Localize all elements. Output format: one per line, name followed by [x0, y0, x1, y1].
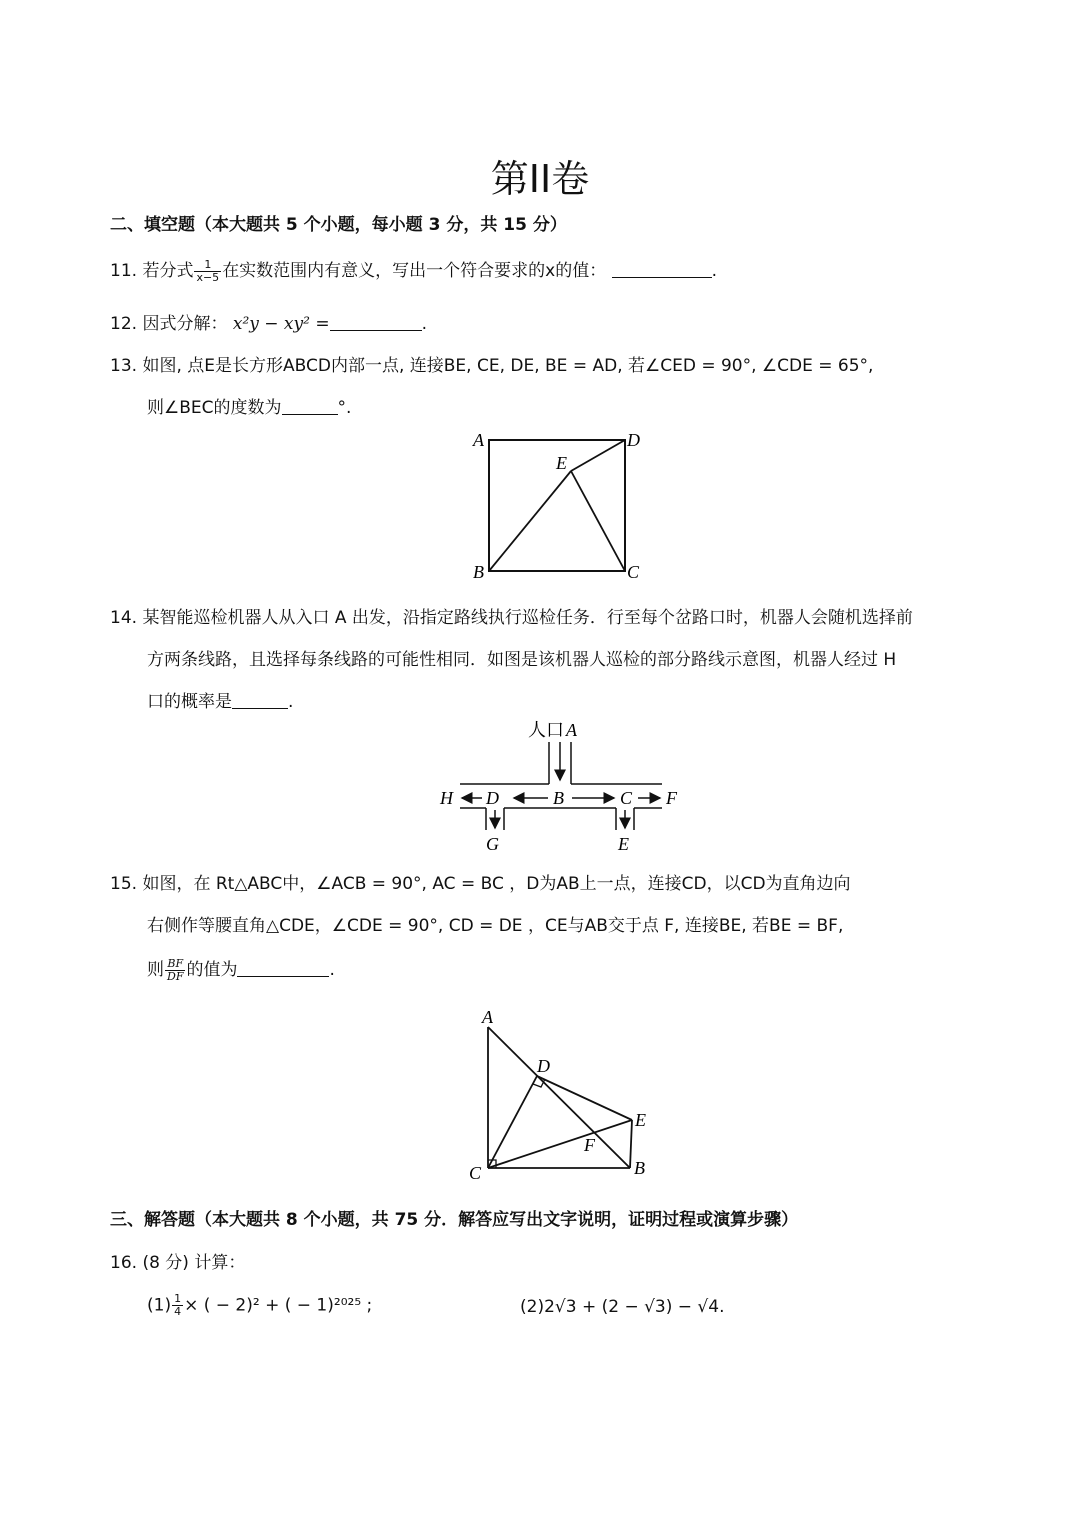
q11-fraction-numerator: 1 — [194, 259, 221, 272]
label-b: B — [634, 1158, 645, 1178]
segment-de — [571, 440, 625, 471]
question-11 — [110, 256, 717, 284]
question-15-line-3 — [147, 955, 335, 983]
label-c: C — [627, 562, 640, 582]
question-14-line-3 — [147, 687, 293, 712]
q11-fraction-denominator: x−5 — [196, 270, 220, 284]
q11-answer-blank[interactable] — [612, 261, 712, 278]
label-c: C — [620, 788, 633, 808]
figure-14-route-map — [430, 712, 690, 858]
question-16-part-1 — [147, 1293, 372, 1318]
label-entrance: 人口 — [528, 720, 564, 741]
label-d: D — [627, 430, 640, 450]
q13-line2-text: 则∠BEC的度数为 — [147, 398, 282, 418]
q11-text: 在实数范围内有意义，写出一个符合要求的x的值： — [222, 261, 607, 281]
q15-line3-prefix: 则 — [147, 960, 164, 980]
label-f: F — [584, 1135, 595, 1155]
segment-ab — [488, 1027, 630, 1168]
label-b: B — [473, 562, 484, 582]
q15-end: . — [329, 960, 335, 980]
question-14-line-2: 方两条线路，且选择每条线路的可能性相同．如图是该机器人巡检的部分路线示意图，机器人经过 H — [147, 650, 897, 670]
q12-prefix: 12. 因式分解： — [110, 314, 228, 334]
label-b: B — [553, 788, 564, 808]
q11-end: . — [711, 261, 718, 281]
segment-eb — [630, 1120, 632, 1168]
q15-answer-blank[interactable] — [237, 960, 329, 977]
q14-line3-text: 口的概率是 — [147, 692, 232, 712]
q15-fraction — [165, 958, 185, 983]
q12-answer-blank[interactable] — [330, 314, 422, 331]
section-fill-blank-heading: 二、填空题（本大题共 5 个小题，每小题 3 分，共 15 分） — [110, 215, 567, 235]
question-13-line-2 — [147, 393, 351, 418]
segment-de — [537, 1076, 632, 1120]
page-title: 第II卷 — [490, 157, 590, 201]
figure-13-rectangle — [460, 425, 660, 585]
q13-end: °. — [337, 398, 352, 418]
q13-answer-blank[interactable] — [282, 398, 338, 415]
q11-prefix: 11. 若分式 — [110, 261, 194, 281]
figure-15-triangle — [460, 1002, 660, 1187]
label-a: A — [473, 430, 484, 450]
label-h: H — [440, 788, 453, 808]
q14-end: . — [288, 692, 294, 712]
question-14-line-1: 14. 某智能巡检机器人从入口 A 出发，沿指定路线执行巡检任务．行至每个岔路口时，机器人会随机选择前 — [110, 608, 913, 628]
question-15-line-2: 右侧作等腰直角△CDE，∠CDE = 90°, CD = DE ，CE与AB交于点 F, 连接BE, 若BE = BF, — [147, 916, 844, 936]
label-e: E — [556, 453, 567, 473]
question-16-part-2: (2)2√3 + (2 − √3) − √4. — [520, 1297, 725, 1317]
label-f: F — [666, 788, 677, 808]
label-e: E — [635, 1110, 646, 1130]
q16-p1-prefix: (1) — [147, 1295, 172, 1316]
segment-ce — [571, 471, 625, 571]
q16-p1-fraction — [172, 1293, 183, 1318]
q16-p1-numerator: 1 — [174, 1292, 182, 1305]
q15-fraction-numerator: BF — [165, 958, 185, 971]
section-solutions-heading: 三、解答题（本大题共 8 个小题，共 75 分．解答应写出文字说明，证明过程或演算步骤） — [110, 1210, 799, 1230]
label-d: D — [537, 1056, 550, 1076]
label-c: C — [469, 1163, 482, 1183]
question-13-line-1: 13. 如图, 点E是长方形ABCD内部一点, 连接BE, CE, DE, BE = AD, 若∠CED = 90°, ∠CDE = 65°, — [110, 356, 874, 376]
q12-expression: x²y − xy² = — [232, 314, 330, 334]
label-a: A — [566, 720, 577, 740]
label-e: E — [618, 834, 629, 854]
q16-p1-expression: × ( − 2)² + ( − 1)²⁰²⁵ ; — [184, 1295, 373, 1316]
q12-end: . — [421, 314, 427, 334]
segment-be — [489, 471, 571, 571]
q15-fraction-denominator: DF — [167, 969, 184, 983]
q16-p1-denominator: 4 — [174, 1305, 182, 1318]
question-15-line-1: 15. 如图，在 Rt△ABC中，∠ACB = 90°, AC = BC ，D为AB上一点，连接CD，以CD为直角边向 — [110, 874, 851, 894]
label-a: A — [482, 1007, 493, 1027]
q15-line3-text: 的值为 — [186, 960, 238, 980]
question-16-heading: 16. (8 分) 计算： — [110, 1253, 246, 1273]
label-g: G — [486, 834, 499, 854]
q11-fraction — [194, 259, 221, 284]
label-d: D — [486, 788, 499, 808]
q14-answer-blank[interactable] — [232, 692, 288, 709]
question-12 — [110, 309, 427, 334]
